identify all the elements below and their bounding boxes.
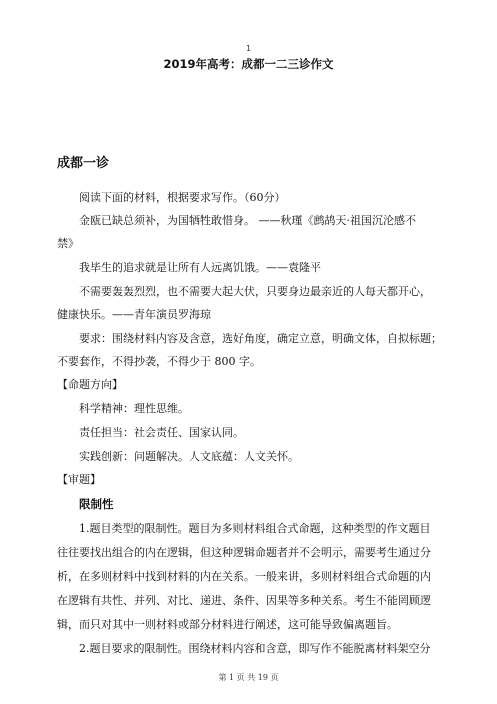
analysis-para1-line: 往往要找出组合的内在逻辑，但这种逻辑命题者并不会明示，需要考生通过分: [57, 546, 431, 559]
quote-qiujin-line1: 金瓯已缺总须补，为国牺牲敢惜身。 ——秋瑾《鹧鸪天·祖国沉沦感不: [79, 214, 416, 227]
direction-item: 科学精神：理性思维。: [79, 402, 189, 415]
quote-yuanlongping: 我毕生的追求就是让所有人远离饥饿。——袁隆平: [79, 261, 321, 274]
material-prompt: 阅读下面的材料，根据要求写作。（60分）: [79, 191, 286, 204]
page-footer: 第 1 页 共 19 页: [218, 673, 279, 682]
quote-qiujin-line2: 禁》: [57, 237, 79, 250]
requirement-line2: 不要套作，不得抄袭，不得少于 800 字。: [57, 355, 261, 368]
quote-luohaiqiong-line1: 不需要轰轰烈烈，也不需要大起大伏，只要身边最亲近的人每天都开心，: [79, 285, 431, 298]
analysis-para2-line: 2.题目要求的限制性。围绕材料内容和含意，即写作不能脱离材料架空分: [79, 642, 431, 655]
direction-item: 实践创新：问题解决。人文底蕴：人文关怀。: [79, 450, 299, 463]
direction-heading: 【命题方向】: [57, 378, 123, 391]
page-title: 2019年高考：成都一二三诊作文: [163, 57, 334, 71]
analysis-para1-line: 在逻辑有共性、并列、对比、递进、条件、因果等多种关系。考生不能罔顾逻: [57, 594, 431, 607]
analysis-para1-line: 析，在多则材料中找到材料的内在关系。一般来讲，多则材料组合式命题的内: [57, 570, 431, 583]
analysis-subheading: 限制性: [79, 497, 114, 511]
requirement-line1: 要求：围绕材料内容及含意，选好角度，确定立意，明确文体，自拟标题；: [79, 332, 442, 345]
section-heading: 成都一诊: [57, 156, 110, 171]
analysis-heading: 【审题】: [57, 473, 101, 486]
quote-luohaiqiong-line2: 健康快乐。——青年演员罗海琼: [57, 308, 211, 321]
direction-item: 责任担当：社会责任、国家认同。: [79, 426, 244, 439]
analysis-para1-line: 1.题目类型的限制性。题目为多则材料组合式命题，这种类型的作文题目: [79, 522, 431, 535]
analysis-para1-line: 辑，而只对其中一则材料或部分材料进行阐述，这可能导致偏离题旨。: [57, 618, 398, 631]
header-page-number: 1: [245, 44, 252, 53]
